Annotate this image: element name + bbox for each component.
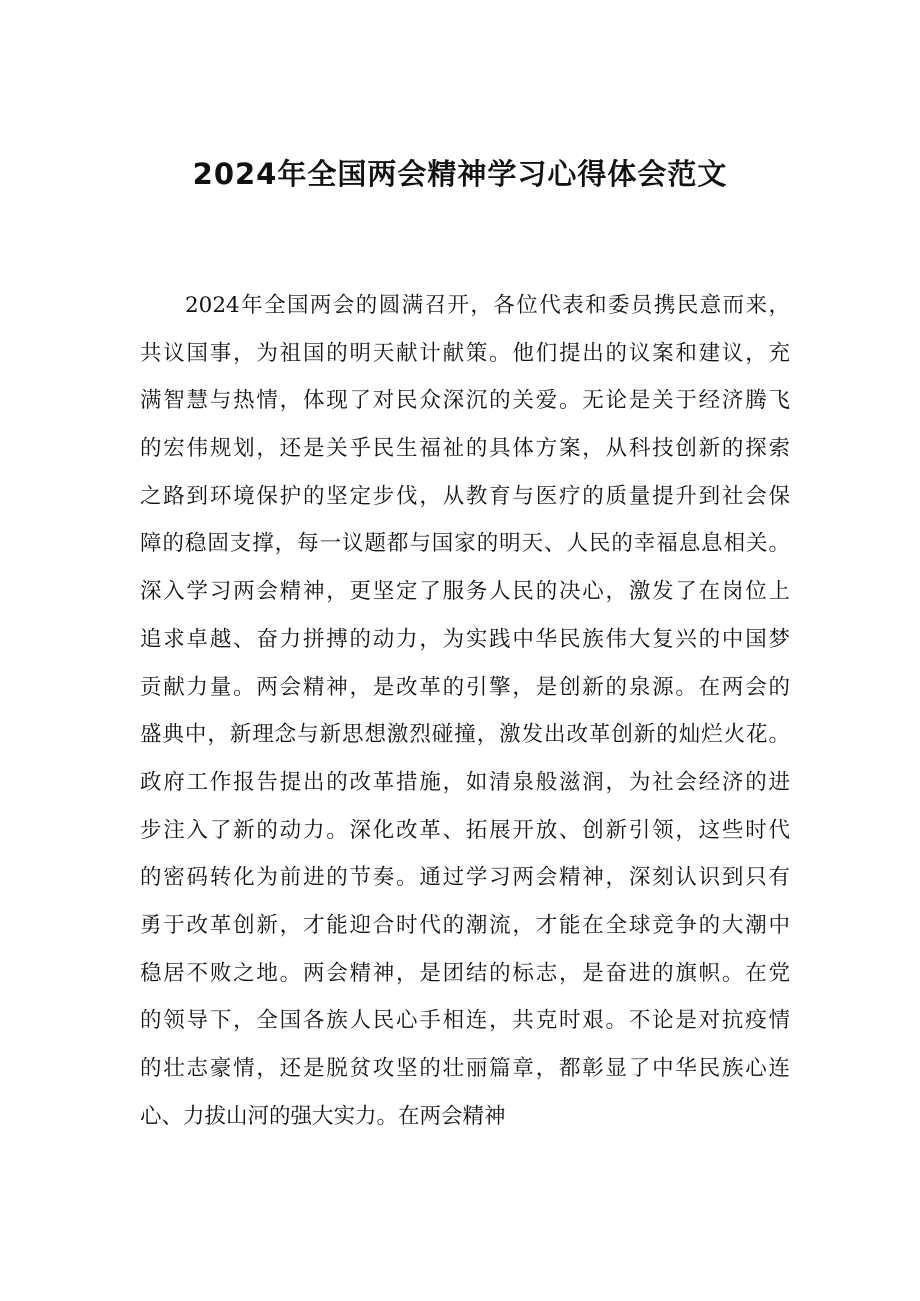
paragraph-line: 步注入了新的动力。深化改革、拓展开放、创新引领，这些时代	[140, 817, 790, 843]
paragraph-line: 共议国事，为祖国的明天献计献策。他们提出的议案和建议，充	[140, 340, 790, 366]
document-body	[140, 282, 790, 1140]
paragraph-line: 政府工作报告提出的改革措施，如清泉般滋润，为社会经济的进	[140, 769, 790, 795]
paragraph-line: 稳居不败之地。两会精神，是团结的标志，是奋进的旗帜。在党	[140, 960, 790, 986]
paragraph-line: 盛典中，新理念与新思想激烈碰撞，激发出改革创新的灿烂火花。	[140, 722, 790, 748]
paragraph-line: 满智慧与热情，体现了对民众深沉的关爱。无论是关于经济腾飞	[140, 388, 790, 414]
paragraph-line: 心、力拔山河的强大实力。在两会精神	[140, 1103, 506, 1129]
paragraph-line: 之路到环境保护的坚定步伐，从教育与医疗的质量提升到社会保	[140, 483, 790, 509]
paragraph-line: 障的稳固支撑，每一议题都与国家的明天、人民的幸福息息相关。	[140, 531, 790, 557]
paragraph-line: 深入学习两会精神，更坚定了服务人民的决心，激发了在岗位上	[140, 579, 790, 605]
paragraph-line: 的宏伟规划，还是关乎民生福祉的具体方案，从科技创新的探索	[140, 436, 790, 462]
paragraph-line: 的壮志豪情，还是脱贫攻坚的壮丽篇章，都彰显了中华民族心连	[140, 1056, 790, 1081]
paragraph-line: 2024年全国两会的圆满召开，各位代表和委员携民意而来，	[185, 293, 790, 318]
paragraph-line: 的领导下，全国各族人民心手相连，共克时艰。不论是对抗疫情	[140, 1008, 790, 1034]
paragraph-line: 勇于改革创新，才能迎合时代的潮流，才能在全球竞争的大潮中	[140, 912, 790, 938]
paragraph-line: 贡献力量。两会精神，是改革的引擎，是创新的泉源。在两会的	[140, 674, 790, 700]
paragraph-line: 追求卓越、奋力拼搏的动力，为实践中华民族伟大复兴的中国梦	[140, 626, 790, 652]
paragraph-line: 的密码转化为前进的节奏。通过学习两会精神，深刻认识到只有	[140, 865, 790, 891]
document-title: 2024年全国两会精神学习心得体会范文	[192, 157, 728, 191]
